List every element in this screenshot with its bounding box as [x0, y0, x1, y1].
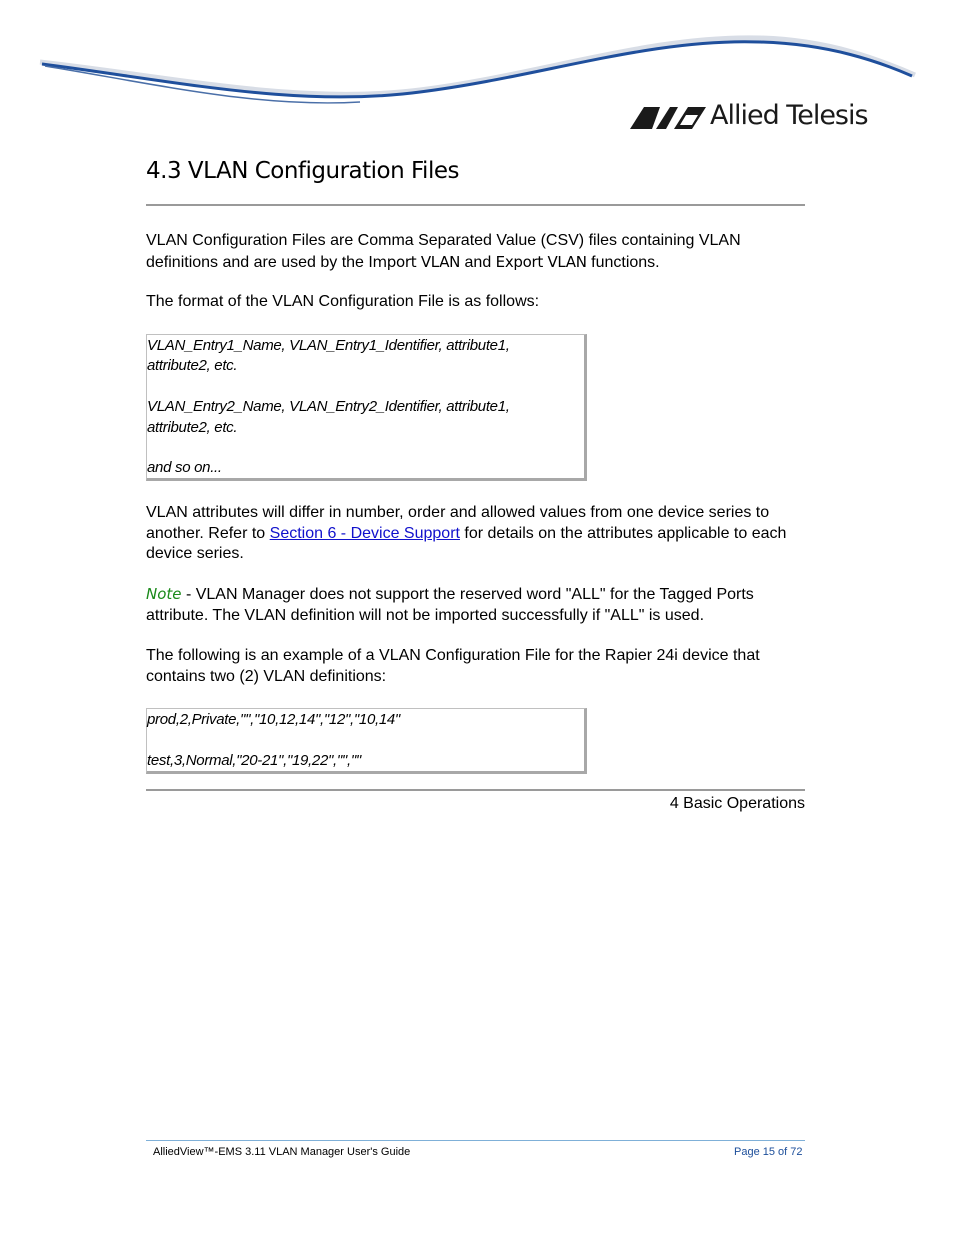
footer-divider: [146, 1140, 805, 1141]
device-support-link[interactable]: Section 6 - Device Support: [269, 524, 460, 542]
example-code-box: [146, 708, 587, 774]
intro-text-2: and: [460, 253, 496, 271]
export-vlan-term: Export VLAN: [495, 252, 587, 271]
section-footer: 4 Basic Operations: [669, 795, 805, 812]
code-line: attribute2, etc.: [147, 418, 238, 436]
allied-telesis-logo: [630, 100, 870, 136]
intro-text-1: VLAN Configuration Files are Comma Separated Value (CSV) files containing VLAN definitions and are used by the: [146, 232, 741, 271]
section-divider: [146, 789, 805, 791]
code-line: VLAN_Entry2_Name, VLAN_Entry2_Identifier, attribute1,: [147, 398, 510, 416]
format-intro: The format of the VLAN Configuration File is as follows:: [146, 293, 540, 310]
format-code-box: [146, 334, 587, 481]
example-intro: The following is an example of a VLAN Configuration File for the Rapier 24i device that contains two (2) VLAN definitions:: [146, 647, 760, 685]
code-line: attribute2, etc.: [147, 357, 238, 375]
brand-name: Allied Telesis: [710, 100, 868, 131]
attributes-text-2: for details on the attributes applicable to each device series.: [146, 524, 787, 562]
note-text: - VLAN Manager does not support the reserved word "ALL" for the Tagged Ports attribute. The VLAN definition will not be imported successfully if "ALL" is used.: [146, 586, 754, 624]
code-line: [147, 730, 584, 750]
allied-telesis-logo-mark: [630, 107, 706, 129]
footer-document-title: AlliedView™-EMS 3.11 VLAN Manager User's Guide: [153, 1146, 411, 1158]
code-line: prod,2,Private,"","10,12,14","12","10,14": [147, 711, 400, 728]
code-line: and so on...: [147, 459, 222, 477]
note-paragraph: [146, 584, 808, 626]
intro-paragraph: [146, 231, 808, 273]
footer-page-number: Page 15 of 72: [734, 1146, 803, 1158]
code-line: VLAN_Entry1_Name, VLAN_Entry1_Identifier, attribute1,: [147, 337, 510, 354]
page-title: 4.3 VLAN Configuration Files: [146, 158, 459, 184]
intro-text-3: functions.: [586, 253, 660, 271]
code-line: [147, 438, 584, 458]
note-label: Note: [146, 585, 182, 603]
import-vlan-term: Import VLAN: [368, 252, 461, 271]
attributes-paragraph: [146, 503, 808, 565]
title-divider: [146, 204, 805, 206]
attributes-text-1: VLAN attributes will differ in number, order and allowed values from one device series to another. Refer to: [146, 504, 770, 542]
code-line: test,3,Normal,"20-21","19,22","","": [147, 751, 361, 769]
code-line: [147, 377, 584, 397]
